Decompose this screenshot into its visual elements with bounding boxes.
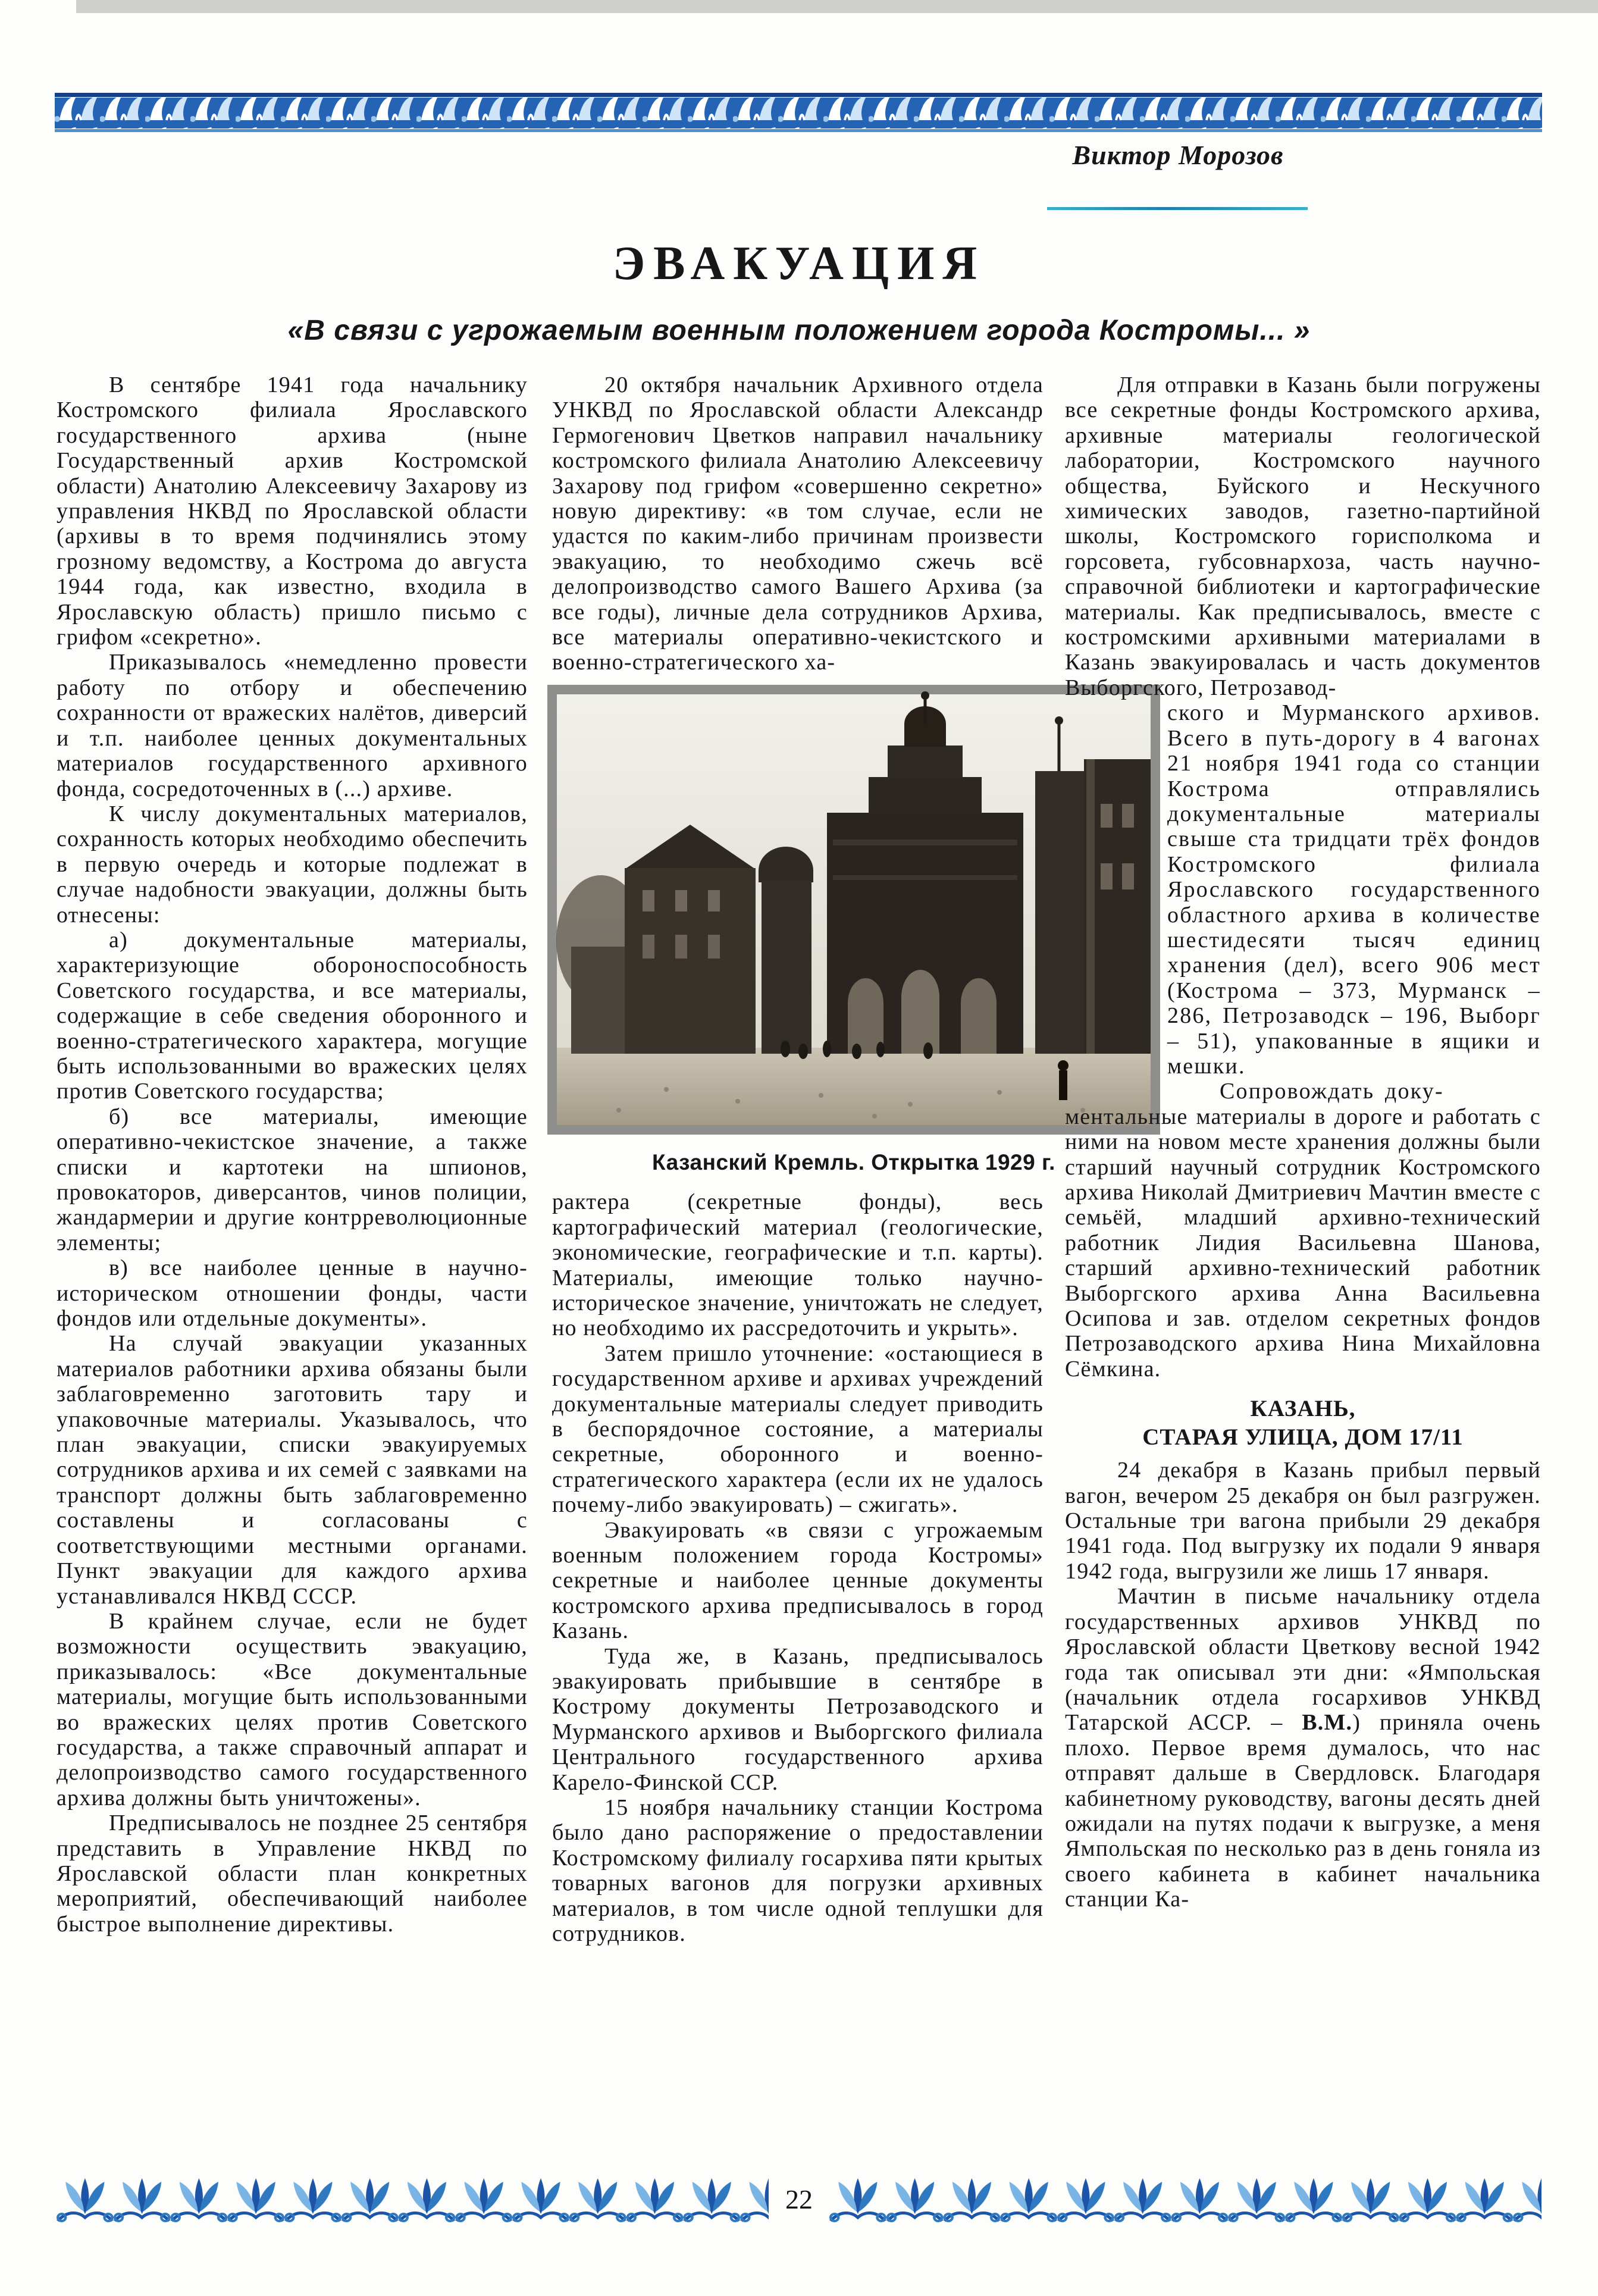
author-initials: В.М. [1302, 1710, 1353, 1736]
paragraph: Приказывалось «немедленно провести работу по отбору и обеспечению сохранности от вражеских налётов, диверсий и т.п. наиболее ценных документальных материалов государственного архивного фонда, сосредоточенных в (...) архиве. [57, 650, 528, 801]
article-title: ЭВАКУАЦИЯ [612, 237, 986, 290]
paragraph-text: ) приняла очень плохо. Первое время думалось, что нас отправят дальше в Свердловск. Благодаря кабинетному руководству, вагоны десять дней ожидали на путях подачи к выгрузке, а меня Ямпольская по несколько раз в день гоняла из своего кабинета в кабинет начальника станции Ка- [1065, 1710, 1541, 1912]
paragraph: На случай эвакуации указанных материалов работники архива обязаны были заблаговременно заготовить тару и упаковочные материалы. Указывалось, что план эвакуации, списки эвакуируемых сотрудников архива и их семей с заявками на транспорт должны быть заблаговременно составлены и согласованы с соответствующими местными органами. Пункт эвакуации для каждого архива устанавливался НКВД СССР. [57, 1331, 528, 1609]
text-wrap-around-photo [1167, 700, 1541, 1104]
paragraph: ментальные материалы в дороге и работать с ними на новом месте хранения должны были старший научный сотрудник Костромского архива Николай Дмитриевич Мачтин вместе с семьёй, младший архивно-технический работник Лидия Васильевна Шанова, старший архивно-технический работник Выборгского архива Анна Васильевна Осипова и зав. отделом секретных фондов Петрозаводского архива Нина Михайловна Сёмкина. [1065, 1104, 1541, 1382]
paragraph: рактера (секретные фонды), весь картографический материал (геологические, экономические, географические и т.п. карты). Материалы, имеющие только научно-историческое значение, уничтожать не следует, но необходимо их рассредоточить и укрыть». [552, 1189, 1044, 1341]
article-subtitle: «В связи с угрожаемым военным положением города Костромы... » [287, 315, 1311, 346]
section-heading-line-2: СТАРАЯ УЛИЦА, ДОМ 17/11 [1142, 1424, 1464, 1451]
paragraph: ского и Мурманского архивов. Всего в путь-дорогу в 4 вагонах 21 ноября 1941 года со станции Кострома отправлялись документальные материалы свыше ста тридцати трёх фондов Костромского филиала Ярославского государственного областного архива в количестве шестидесяти тысяч единиц хранения (дел), всего 906 мест (Кострома – 373, Мурманск – 286, Петрозаводск – 196, Выборг – 51), упакованные в ящики и мешки. [1167, 700, 1541, 1079]
paragraph: а) документальные материалы, характеризующие обороноспособность Советского государства, и все материалы, содержащие в себе сведения оборонного и военно-стратегического характера, могущие быть использованными во вражеских целях против Советского государства; [57, 927, 528, 1104]
section-heading [1065, 1395, 1541, 1452]
paragraph: 24 декабря в Казань прибыл первый вагон, вечером 25 декабря он был разгружен. Остальные три вагона прибыли 29 декабря 1941 года. Под выгрузку их подали 9 января 1942 года, выгрузили же лишь 17 января. [1065, 1458, 1541, 1584]
paragraph: 15 ноября начальнику станции Кострома было дано распоряжение о предоставлении Костромскому филиалу госархива пяти крытых товарных вагонов для погрузки архивных материалов, в том числе одной теплушки для сотрудников. [552, 1795, 1044, 1947]
column-3 [1065, 372, 1541, 1912]
column-1 [57, 372, 528, 1937]
footer-ornament-row [57, 2174, 1541, 2225]
paragraph: В сентябре 1941 года начальнику Костромского филиала Ярославского государственного архива (ныне Государственный архив Костромской области) Анатолию Алексеевичу Захарову из управления НКВД по Ярославской области (архивы в то время подчинялись этому грозному ведомству, а Кострома до августа 1944 года, как известно, входила в Ярославскую область) пришло письмо с грифом «секретно». [57, 372, 528, 650]
paragraph: б) все материалы, имеющие оперативно-чекистское значение, а также списки и картотеки на шпионов, провокаторов, диверсантов, чинов полиции, жандармерии и другие контрреволюционные элементы; [57, 1104, 528, 1255]
paragraph: Сопровождать доку- [1220, 1079, 1444, 1104]
paragraph: Для отправки в Казань были погружены все секретные фонды Костромского архива, архивные материалы геологической лаборатории, Костромского научного общества, Буйского и Нескучного химических заводов, газетно-партийной школы, Костромского горисполкома и горсовета, губсовнархоза, часть научно-справочной библиотеки и картографические материалы. Как предписывалось, вместе с костромскими архивными материалами в Казань эвакуировалась и часть документов Выборгского, Петрозавод- [1065, 372, 1541, 700]
author-byline: Виктор Морозов [1072, 140, 1284, 170]
section-heading-line-1: КАЗАНЬ, [1250, 1396, 1356, 1422]
paragraph: Эвакуировать «в связи с угрожаемым военным положением города Костромы» секретные и наиболее ценные документы костромского архива предписывалось в город Казань. [552, 1517, 1044, 1644]
paragraph: К числу документальных материалов, сохранность которых необходимо обеспечить в первую очередь и которые подлежат в случае надобности эвакуации, должны быть отнесены: [57, 801, 528, 928]
paragraph: В крайнем случае, если не будет возможности осуществить эвакуацию, приказывалось: «Все документальные материалы, могущие быть использованными во вражеских целях против Советского государства, а также справочный аппарат и делопроизводство самого государственного архива должны быть уничтожены». [57, 1608, 528, 1811]
ornament-border-bottom-left-icon [57, 2175, 769, 2225]
photo-caption: Казанский Кремль. Открытка 1929 г. [652, 1149, 1055, 1174]
page-number: 22 [785, 2184, 813, 2214]
ornament-border-top-icon [55, 93, 1542, 133]
paragraph: 20 октября начальник Архивного отдела УНКВД по Ярославской области Александр Гермогенович Цветков направил начальнику костромского филиала Анатолию Алексеевичу Захарову под грифом «совершенно секретно» новую директиву: «в том случае, если не удастся по каким-либо причинам произвести эвакуацию, то необходимо сжечь всё делопроизводство самого Вашего Архива (за все годы), личные дела сотрудников Архива, все материалы оперативно-чекистского и военно-стратегического ха- [552, 372, 1044, 675]
paragraph: Предписывалось не позднее 25 сентября представить в Управление НКВД по Ярославской области план конкретных мероприятий, обеспечивающий наиболее быстрое выполнение директивы. [57, 1811, 528, 1937]
ornament-border-bottom-right-icon [829, 2175, 1541, 2225]
author-divider [1047, 207, 1308, 210]
paragraph [1065, 1584, 1541, 1912]
paragraph: Туда же, в Казань, предписывалось эвакуировать прибывшие в сентябре в Кострому документы Петрозаводского и Мурманского архивов и Выборгского филиала Центрального государственного архива Карело-Финской ССР. [552, 1643, 1044, 1795]
scan-edge-artifact [76, 0, 1598, 13]
column-2 [552, 372, 1055, 1947]
paragraph: в) все наиболее ценные в научно-историческом отношении фонды, части фондов или отдельные документы». [57, 1255, 528, 1332]
paragraph-text: Мачтин в письме начальнику отдела государственных архивов УНКВД по Ярославской области Цветкову весной 1942 года так описывал эти дни: «Ямпольская (начальник отдела госархивов УНКВД Татарской АССР. – [1065, 1584, 1541, 1736]
paragraph: Затем пришло уточнение: «остающиеся в государственном архиве и архивах учреждений документальные материалы следует приводить в беспорядочное состояние, а материалы секретные, оборонного и военно-стратегического характера (если их не удалось почему-либо эвакуировать) – сжигать». [552, 1340, 1044, 1518]
